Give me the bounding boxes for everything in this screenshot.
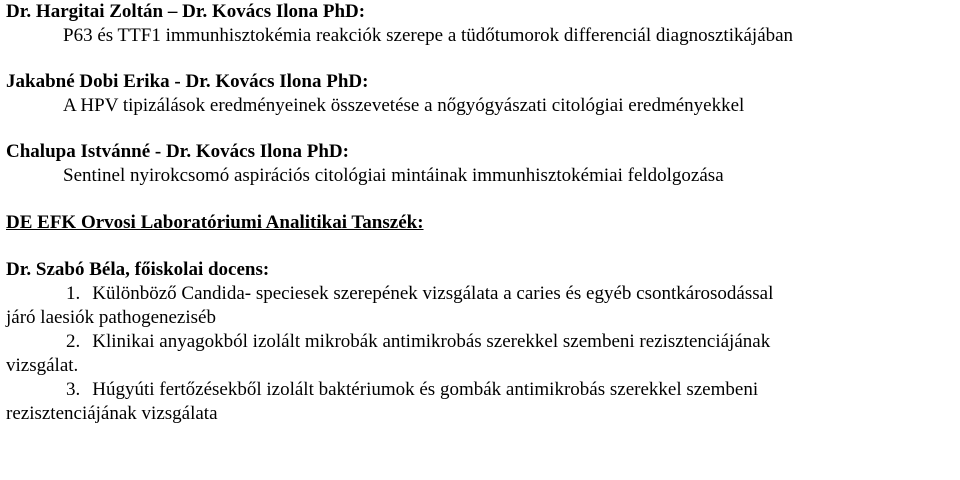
topic-number: 2.	[66, 331, 81, 352]
lecturer-block	[6, 258, 956, 426]
thesis-title: A HPV tipizálások eredményeinek összevetése a nőgyógyászati citológiai eredményekkel	[63, 95, 745, 116]
lecturer-heading: Dr. Szabó Béla, főiskolai docens:	[6, 259, 270, 280]
topic-item	[6, 282, 956, 330]
topic-text-continued: vizsgálat.	[6, 355, 79, 376]
topic-number: 3.	[66, 379, 81, 400]
thesis-title: Sentinel nyirokcsomó aspirációs citológiai mintáinak immunhisztokémiai feldolgozása	[63, 165, 724, 186]
topic-text: Különböző Candida- speciesek szerepének vizsgálata a caries és egyéb csontkárosodással	[92, 283, 774, 304]
topic-item	[6, 378, 956, 426]
topic-item	[6, 330, 956, 378]
topic-text-continued: járó laesiók pathogeneziséb	[6, 307, 216, 328]
supervisor-block	[6, 70, 956, 118]
topic-text: Húgyúti fertőzésekből izolált baktériumok és gombák antimikrobás szerekkel szembeni	[92, 379, 759, 400]
supervisor-heading: Dr. Hargitai Zoltán – Dr. Kovács Ilona PhD:	[6, 1, 366, 22]
supervisor-heading: Jakabné Dobi Erika - Dr. Kovács Ilona PhD:	[6, 71, 369, 92]
department-heading: DE EFK Orvosi Laboratóriumi Analitikai Tanszék:	[6, 212, 424, 233]
supervisor-block	[6, 0, 956, 48]
topic-text-continued: rezisztenciájának vizsgálata	[6, 403, 218, 424]
supervisor-heading: Chalupa Istvánné - Dr. Kovács Ilona PhD:	[6, 141, 349, 162]
document-page	[6, 0, 956, 426]
topic-text: Klinikai anyagokból izolált mikrobák antimikrobás szerekkel szembeni rezisztenciájának	[92, 331, 771, 352]
topic-number: 1.	[66, 283, 81, 304]
thesis-title: P63 és TTF1 immunhisztokémia reakciók szerepe a tüdőtumorok differenciál diagnosztikájában	[63, 25, 794, 46]
supervisor-block	[6, 140, 956, 188]
